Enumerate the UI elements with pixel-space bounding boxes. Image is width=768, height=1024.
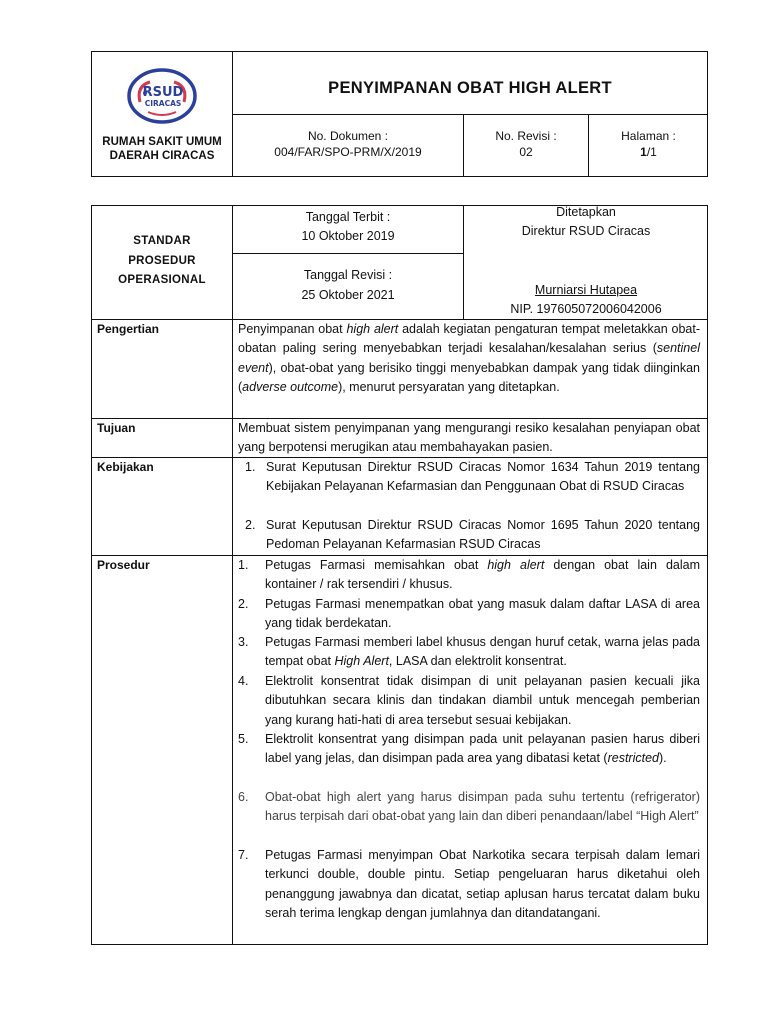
- tanggal-terbit-value: 10 Oktober 2019: [301, 229, 395, 243]
- kebijakan-number-1: 1.: [245, 460, 256, 474]
- logo-text-ciracas: CIRACAS: [144, 99, 182, 108]
- page-label: Halaman :: [621, 129, 676, 143]
- logo-text-rsud: RSUD: [142, 85, 184, 100]
- tanggal-revisi-value: 25 Oktober 2021: [301, 288, 395, 302]
- prosedur-label: Prosedur: [97, 558, 150, 572]
- kebijakan-item-2: Surat Keputusan Direktur RSUD Ciracas Nomor 1695 Tahun 2020 tentang Pedoman Pelayanan Kefarmasian RSUD Ciracas: [266, 518, 700, 552]
- prosedur-number-1: 1.: [238, 558, 249, 572]
- prosedur-number-6: 6.: [238, 790, 249, 804]
- prosedur-item-5: Elektrolit konsentrat yang disimpan pada unit pelayanan pasien harus diberi label yang jelas, dan disimpan pada area yang dibatasi ketat (restricted).: [265, 732, 700, 766]
- signer-name: Murniarsi Hutapea: [534, 283, 638, 297]
- signer-nip: NIP. 197605072006042006: [510, 302, 662, 316]
- revision-label: No. Revisi :: [495, 129, 557, 143]
- prosedur-item-7: Petugas Farmasi menyimpan Obat Narkotika secara terpisah dalam lemari terkunci double, double pintu. Setiap pengeluaran harus diketahui oleh penanggung jawabnya dan dicatat, setiap aplusan harus tercatat dalam buku serah terima lengkap dengan jumlahnya dan ditandatangani.: [265, 848, 700, 921]
- prosedur-item-4: Elektrolit konsentrat tidak disimpan di unit pelayanan pasien kecuali jika dibutuhkan secara klinis dan tindakan diambil untuk mencegah pemberian yang kurang hati-hati di area tersebut sesuai kebijakan.: [265, 674, 700, 727]
- prosedur-number-3: 3.: [238, 635, 249, 649]
- tujuan-label: Tujuan: [97, 421, 136, 435]
- doc-no-value: 004/FAR/SPO-PRM/X/2019: [274, 145, 422, 159]
- prosedur-item-1: Petugas Farmasi memisahkan obat high alert dengan obat lain dalam kontainer / rak tersendiri / khusus.: [265, 558, 700, 592]
- sop-label: STANDAR PROSEDUR OPERASIONAL: [118, 235, 206, 286]
- pengertian-text: Penyimpanan obat high alert adalah kegiatan pengaturan tempat meletakkan obat-obatan paling sering menyebabkan terjadi kesalahan/kesalahan serius (sentinel event), obat-obat yang berisiko tinggi menyebabkan dampak yang tidak diinginkan (adverse outcome), menurut persyaratan yang ditetapkan.: [238, 322, 700, 395]
- tanggal-terbit-label: Tanggal Terbit :: [305, 210, 391, 224]
- document-title: PENYIMPANAN OBAT HIGH ALERT: [328, 79, 612, 97]
- prosedur-item-6: Obat-obat high alert yang harus disimpan pada suhu tertentu (refrigerator) harus terpisah dari obat-obat yang lain dan diberi penandaan/label “High Alert”: [265, 790, 700, 824]
- prosedur-number-4: 4.: [238, 674, 249, 688]
- pengertian-label: Pengertian: [97, 322, 160, 336]
- tujuan-text: Membuat sistem penyimpanan yang mengurangi resiko kesalahan penyiapan obat yang berpotensi merugikan atau membahayakan pasien.: [238, 421, 700, 455]
- kebijakan-number-2: 2.: [245, 518, 256, 532]
- prosedur-number-7: 7.: [238, 848, 249, 862]
- direktur-label: Direktur RSUD Ciracas: [521, 224, 651, 238]
- prosedur-item-3: Petugas Farmasi memberi label khusus dengan huruf cetak, warna jelas pada tempat obat High Alert, LASA dan elektrolit konsentrat.: [265, 635, 700, 669]
- doc-no-label: No. Dokumen :: [307, 129, 389, 143]
- tanggal-revisi-label: Tanggal Revisi :: [303, 268, 393, 282]
- ditetapkan-label: Ditetapkan: [556, 205, 616, 219]
- prosedur-item-2: Petugas Farmasi menempatkan obat yang masuk dalam daftar LASA di area yang tidak berdekatan.: [265, 597, 700, 631]
- rsud-logo: [126, 66, 198, 126]
- page-value: 1/1: [640, 145, 657, 159]
- org-name: RUMAH SAKIT UMUM DAERAH CIRACAS: [102, 136, 222, 162]
- kebijakan-item-1: Surat Keputusan Direktur RSUD Ciracas Nomor 1634 Tahun 2019 tentang Kebijakan Pelayanan Kefarmasian dan Penggunaan Obat di RSUD Ciracas: [266, 460, 700, 494]
- prosedur-number-5: 5.: [238, 732, 249, 746]
- kebijakan-label: Kebijakan: [97, 460, 154, 474]
- prosedur-number-2: 2.: [238, 597, 249, 611]
- revision-value: 02: [519, 145, 533, 159]
